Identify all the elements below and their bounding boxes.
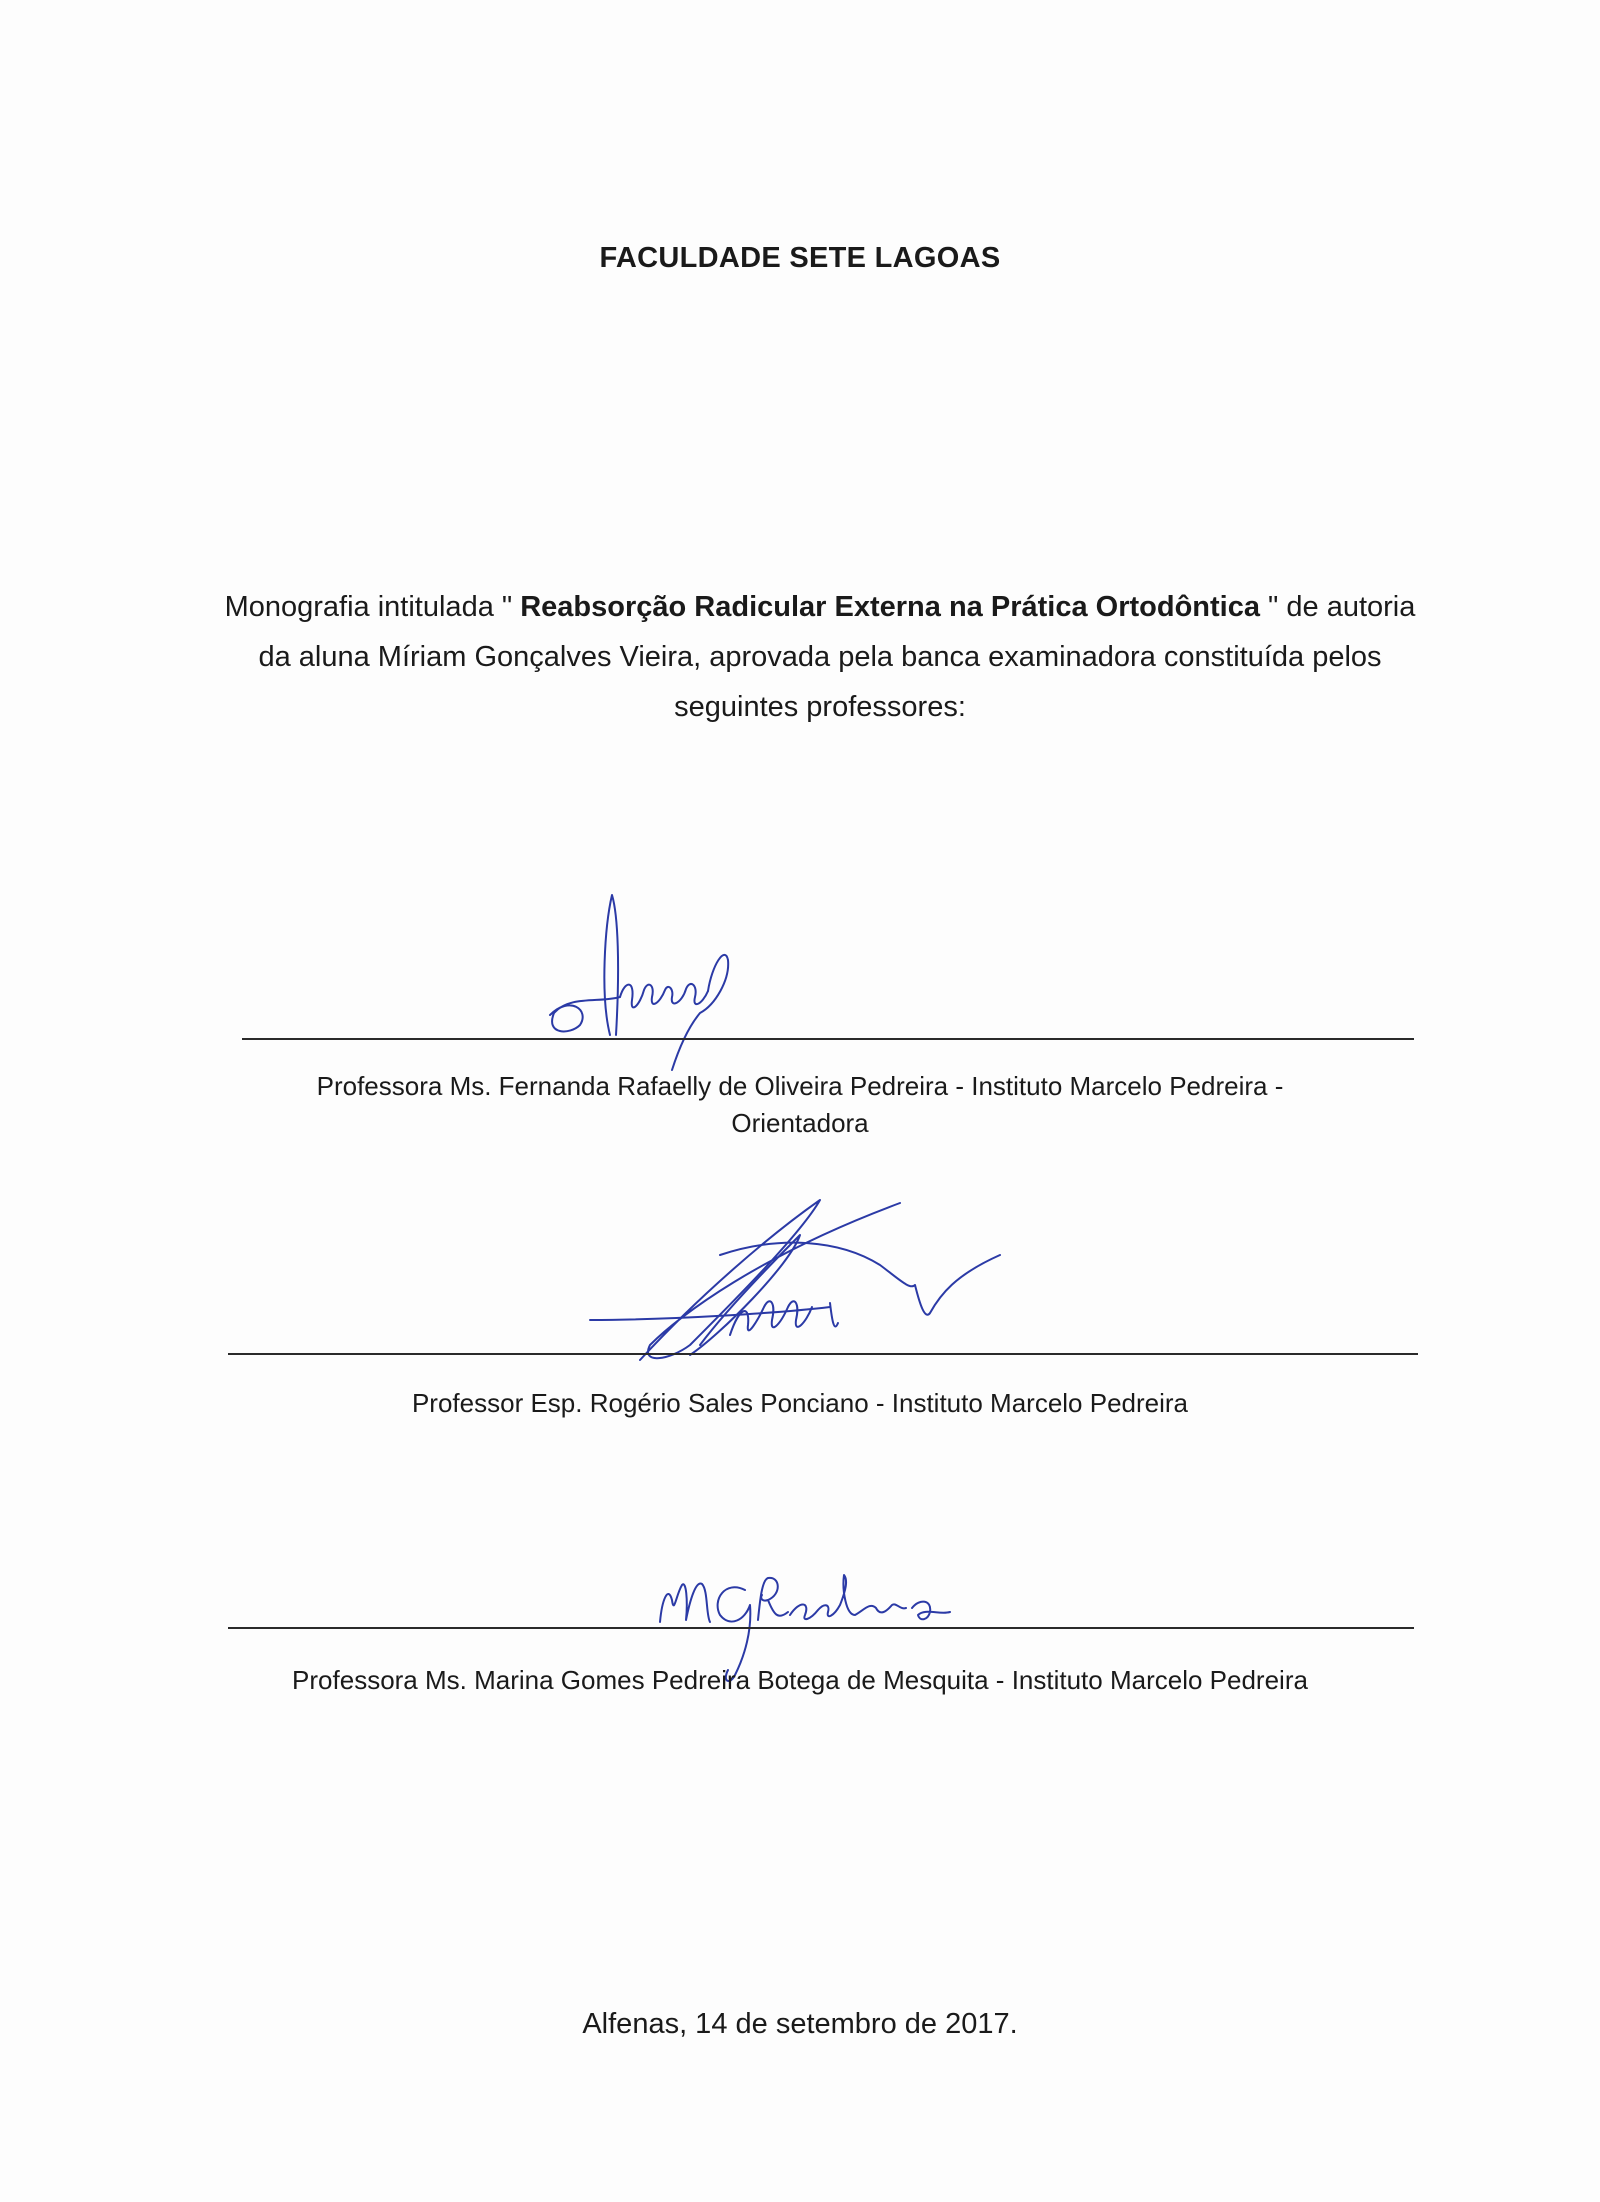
- signature-line-2: [228, 1353, 1418, 1355]
- institution-name: FACULDADE SETE LAGOAS: [599, 242, 1001, 274]
- examiner-3-name: Professora Ms. Marina Gomes Pedreira Botega de Mesquita - Instituto Marcelo Pedreira: [292, 1665, 1308, 1695]
- approval-statement: [220, 582, 1420, 732]
- signature-examiner-2: [580, 1195, 1010, 1375]
- examiner-1-role: Orientadora: [731, 1108, 869, 1138]
- examiner-2-name: Professor Esp. Rogério Sales Ponciano - Instituto Marcelo Pedreira: [411, 1388, 1189, 1418]
- examiner-2: [160, 1385, 1440, 1422]
- examiner-3: [160, 1662, 1440, 1699]
- monograph-title: Reabsorção Radicular Externa na Prática Ortodôntica: [520, 591, 1260, 623]
- statement-suffix: " de autoria da aluna Míriam Gonçalves Vieira, aprovada pela banca examinadora constituída pelos seguintes professores:: [258, 591, 1416, 723]
- examiner-1-name: Professora Ms. Fernanda Rafaelly de Oliveira Pedreira - Instituto Marcelo Pedreira -: [316, 1071, 1284, 1101]
- place-and-date: Alfenas, 14 de setembro de 2017.: [582, 2008, 1018, 2040]
- statement-prefix: Monografia intitulada ": [224, 591, 521, 623]
- signature-examiner-1: [540, 885, 770, 1075]
- signature-line-1: [242, 1038, 1414, 1040]
- signature-line-3: [228, 1627, 1414, 1629]
- examiner-1: [160, 1068, 1440, 1142]
